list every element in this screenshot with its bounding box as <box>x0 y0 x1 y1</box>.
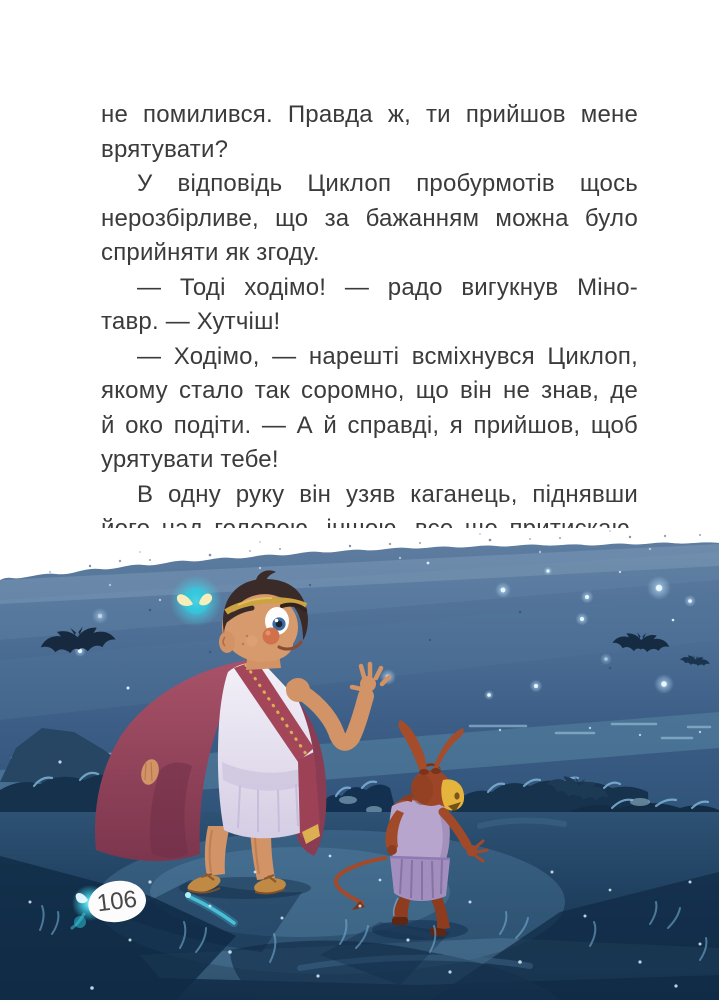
star-sparkle <box>600 653 612 665</box>
story-line: врятувати? <box>101 135 229 163</box>
star-sparkle <box>647 576 671 600</box>
cyclops-nose <box>263 628 280 645</box>
star-sparkle <box>495 582 511 598</box>
page-number: 106 <box>95 885 139 917</box>
star-sparkle <box>484 690 494 700</box>
story-text <box>101 98 638 547</box>
star-sparkle <box>581 591 594 604</box>
story-line: й око подіти. — А й справді, я прийшов, щоб <box>101 411 638 439</box>
story-line: нерозбірливе, що за бажанням можна було <box>101 204 638 232</box>
story-line: У відповідь Циклоп пробурмотів щось <box>137 170 638 197</box>
story-line: урятувати тебе! <box>101 446 279 473</box>
illustration <box>0 528 719 1000</box>
star-sparkle <box>92 608 108 624</box>
story-line: тавр. — Хутчіш! <box>101 308 281 335</box>
story-line: сприйняти як згоду. <box>101 239 320 266</box>
star-sparkle <box>654 674 674 694</box>
story-line: В одну руку він узяв каганець, піднявши <box>137 480 638 508</box>
star-sparkle <box>684 595 696 607</box>
star-sparkle <box>530 680 543 693</box>
firefly-glow <box>170 575 222 627</box>
star-sparkle <box>576 613 589 626</box>
night-scene <box>0 528 719 1000</box>
story-line: — Ходімо, — нарешті всміхнувся Циклоп, <box>137 342 638 370</box>
story-line: якому стало так соромно, що він не знав, де <box>101 377 638 404</box>
story-line: не помилився. Правда ж, ти прийшов мене <box>101 101 638 128</box>
star-sparkle <box>544 567 553 576</box>
story-line: — Тоді ходімо! — радо вигукнув Міно- <box>137 273 638 301</box>
